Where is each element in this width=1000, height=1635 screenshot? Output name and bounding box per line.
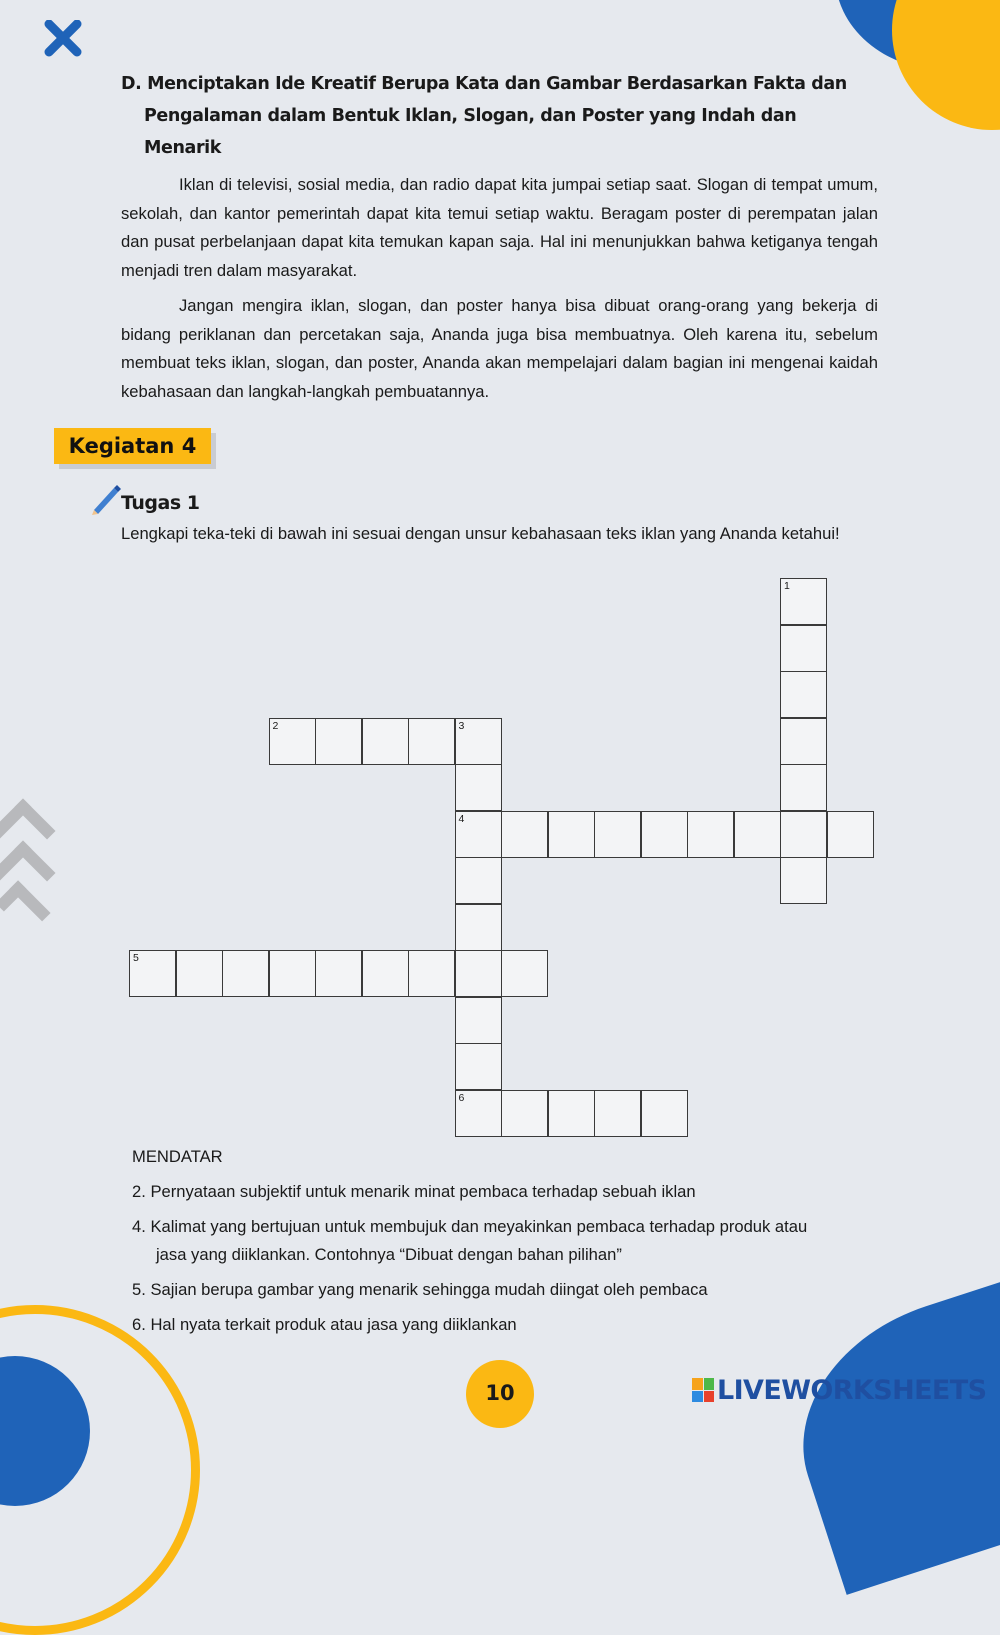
clue-4-line-1: 4. Kalimat yang bertujuan untuk membujuk dan meyakinkan pembaca terhadap produk atau xyxy=(132,1217,808,1236)
crossword-cell[interactable] xyxy=(176,950,223,997)
crossword-clue-number: 4 xyxy=(458,812,465,825)
clues-title: MENDATAR xyxy=(132,1147,223,1166)
crossword-cell[interactable] xyxy=(780,671,827,718)
section-heading xyxy=(121,68,881,164)
clue-2: 2. Pernyataan subjektif untuk menarik minat pembaca terhadap sebuah iklan xyxy=(132,1182,696,1201)
liveworksheets-icon xyxy=(692,1378,714,1402)
crossword-clue-number: 6 xyxy=(458,1091,465,1104)
crossword-cell[interactable] xyxy=(780,857,827,904)
brand-text: LIVEWORKSHEETS xyxy=(717,1374,987,1406)
crossword-clue-number: 3 xyxy=(458,719,465,732)
crossword-cell[interactable] xyxy=(455,1043,502,1090)
crossword-cell[interactable] xyxy=(641,811,688,858)
crossword-cell[interactable] xyxy=(827,811,874,858)
paragraph-2 xyxy=(121,292,878,406)
crossword-cell[interactable] xyxy=(548,811,595,858)
crossword-cell[interactable] xyxy=(501,811,548,858)
task-instruction: Lengkapi teka-teki di bawah ini sesuai dengan unsur kebahasaan teks iklan yang Ananda ketahui! xyxy=(121,524,840,543)
crossword-cell[interactable] xyxy=(734,811,781,858)
crossword-cell[interactable] xyxy=(455,764,502,811)
crossword-clue-number: 1 xyxy=(784,580,790,592)
crossword-cell[interactable] xyxy=(455,904,502,951)
crossword-cell[interactable] xyxy=(129,950,176,997)
crossword-cell[interactable] xyxy=(222,950,269,997)
crossword-cell[interactable] xyxy=(269,718,316,765)
paragraph-1-text: Iklan di televisi, sosial media, dan radio dapat kita jumpai setiap saat. Slogan di tempat umum, sekolah, dan kantor pemerintah dapat kita temui setiap waktu. Beragam poster di perempatan jalan dan pusat perbelanjaan dapat kita temukan kapan saja. Hal ini menunjukkan bahwa ketiganya tengah menjadi tren dalam masyarakat. xyxy=(121,175,878,280)
crossword-clue-number: 2 xyxy=(272,719,279,732)
crossword-cell[interactable] xyxy=(594,811,641,858)
clue-6: 6. Hal nyata terkait produk atau jasa yang diiklankan xyxy=(132,1315,517,1334)
heading-line-2: Pengalaman dalam Bentuk Iklan, Slogan, dan Poster yang Indah dan xyxy=(144,106,797,126)
clue-4-line-2: jasa yang diiklankan. Contohnya “Dibuat dengan bahan pilihan” xyxy=(156,1245,622,1264)
crossword-cell[interactable] xyxy=(408,718,455,765)
heading-line-1: D. Menciptakan Ide Kreatif Berupa Kata dan Gambar Berdasarkan Fakta dan xyxy=(121,74,847,94)
crossword-cell[interactable] xyxy=(455,811,502,858)
crossword-cell[interactable] xyxy=(780,625,827,672)
crossword-cell[interactable] xyxy=(687,811,734,858)
pencil-icon xyxy=(88,482,122,516)
crossword-cell[interactable] xyxy=(315,950,362,997)
crossword-cell[interactable] xyxy=(362,718,409,765)
crossword-cell[interactable] xyxy=(641,1090,688,1137)
crossword-cell[interactable] xyxy=(780,718,827,765)
crossword-cell[interactable] xyxy=(455,718,502,765)
crossword-cell[interactable] xyxy=(315,718,362,765)
activity-label: Kegiatan 4 xyxy=(54,428,211,464)
crossword-cell[interactable] xyxy=(780,811,827,858)
crossword-cell[interactable] xyxy=(780,578,827,625)
clue-4 xyxy=(132,1213,892,1269)
clue-list xyxy=(132,1143,892,1346)
crossword-cell[interactable] xyxy=(269,950,316,997)
crossword-cell[interactable] xyxy=(408,950,455,997)
heading-line-3: Menarik xyxy=(144,138,222,158)
close-icon[interactable] xyxy=(43,20,83,58)
crossword-cell[interactable] xyxy=(501,1090,548,1137)
decor-yellow-circle xyxy=(892,0,1000,130)
crossword-cell[interactable] xyxy=(501,950,548,997)
crossword-cell[interactable] xyxy=(455,950,502,997)
paragraph-2-text: Jangan mengira iklan, slogan, dan poster hanya bisa dibuat orang-orang yang bekerja di bidang periklanan dan percetakan saja, Ananda juga bisa membuatnya. Oleh karena itu, sebelum membuat teks iklan, slogan, dan poster, Ananda akan mempelajari dalam bagian ini mengenai kaidah kebahasaan dan langkah-langkah pembuatannya. xyxy=(121,296,878,401)
crossword-cell[interactable] xyxy=(455,857,502,904)
task-title: Tugas 1 xyxy=(121,492,200,514)
crossword-cell[interactable] xyxy=(455,997,502,1044)
crossword-cell[interactable] xyxy=(455,1090,502,1137)
crossword-cell[interactable] xyxy=(594,1090,641,1137)
crossword-clue-number: 5 xyxy=(133,952,139,964)
brand-logo xyxy=(692,1372,986,1408)
crossword-cell[interactable] xyxy=(362,950,409,997)
clue-5: 5. Sajian berupa gambar yang menarik sehingga mudah diingat oleh pembaca xyxy=(132,1280,708,1299)
crossword-cell[interactable] xyxy=(780,764,827,811)
page-number: 10 xyxy=(466,1360,534,1428)
paragraph-1 xyxy=(121,171,878,285)
crossword-cell[interactable] xyxy=(548,1090,595,1137)
